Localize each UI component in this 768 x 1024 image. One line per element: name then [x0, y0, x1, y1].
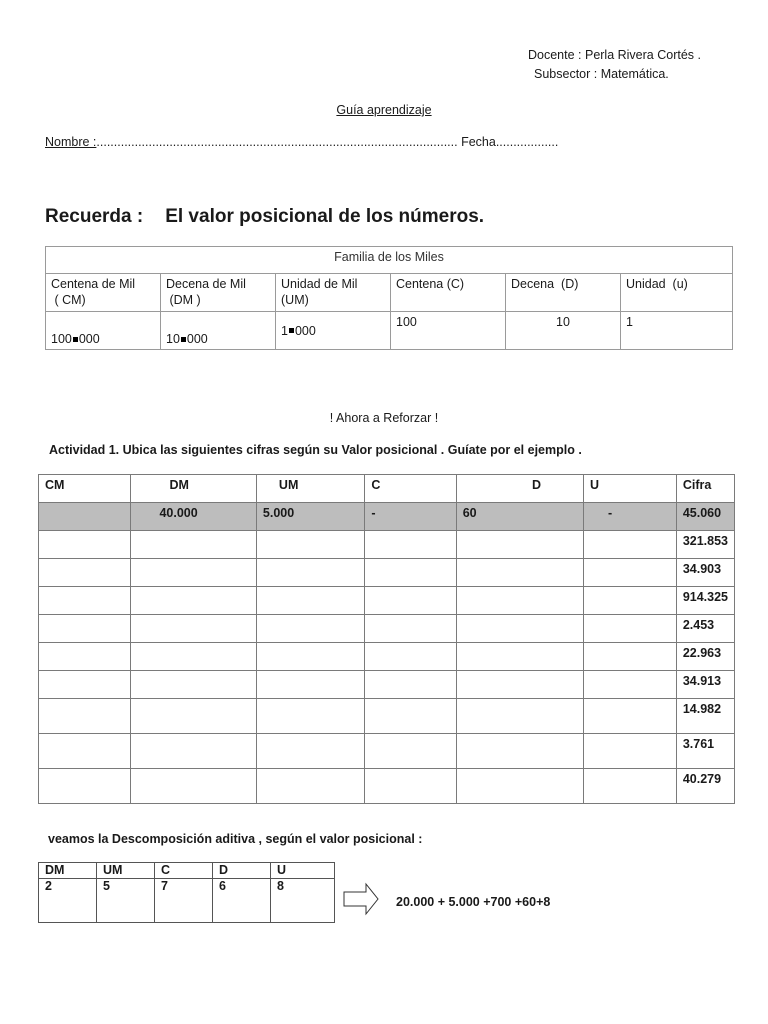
- cell-u: -: [584, 503, 677, 531]
- cell-dm[interactable]: [131, 587, 256, 615]
- table-row: [39, 587, 735, 615]
- cell-d[interactable]: [456, 559, 583, 587]
- value-unidad: 1: [621, 312, 733, 350]
- header-u: U: [584, 475, 677, 503]
- header-d: D: [213, 863, 271, 879]
- cell-cm[interactable]: [39, 671, 131, 699]
- cell-cm[interactable]: [39, 699, 131, 734]
- table-row: [39, 734, 735, 769]
- cell-dm[interactable]: [131, 734, 256, 769]
- cell-um[interactable]: [256, 615, 364, 643]
- guide-title: Guía aprendizaje: [336, 103, 432, 117]
- table-row: [39, 699, 735, 734]
- cell-cm[interactable]: [39, 615, 131, 643]
- cell-dm[interactable]: [131, 615, 256, 643]
- cell-dm[interactable]: [131, 559, 256, 587]
- place-value-table: [45, 246, 733, 350]
- remember-title: El valor posicional de los números.: [165, 206, 485, 227]
- header-unidad-mil: Unidad de Mil (UM): [276, 274, 391, 312]
- cell-dm: 40.000: [131, 503, 256, 531]
- value-c: 7: [155, 879, 213, 923]
- decomposition-table: [38, 862, 335, 923]
- subsector-label: Subsector : Matemática.: [534, 67, 669, 81]
- value-um: 5: [97, 879, 155, 923]
- header-c: C: [155, 863, 213, 879]
- cell-u[interactable]: [584, 699, 677, 734]
- table-row: [39, 615, 735, 643]
- cell-dm[interactable]: [131, 531, 256, 559]
- cell-cm[interactable]: [39, 769, 131, 804]
- remember-label: Recuerda :: [45, 206, 144, 227]
- name-field[interactable]: ........................................................................................................: [96, 135, 458, 149]
- cell-cifra: 3.761: [676, 734, 734, 769]
- cell-c[interactable]: [365, 559, 456, 587]
- cell-c[interactable]: [365, 671, 456, 699]
- cell-d[interactable]: [456, 531, 583, 559]
- cell-u[interactable]: [584, 734, 677, 769]
- cell-cifra: 14.982: [676, 699, 734, 734]
- cell-d[interactable]: [456, 769, 583, 804]
- value-centena-mil: 100 000: [46, 312, 161, 350]
- cell-d[interactable]: [456, 615, 583, 643]
- date-label: Fecha: [461, 135, 496, 149]
- cell-cm[interactable]: [39, 587, 131, 615]
- cell-um[interactable]: [256, 671, 364, 699]
- cell-um[interactable]: [256, 531, 364, 559]
- cell-c[interactable]: [365, 531, 456, 559]
- cell-u[interactable]: [584, 615, 677, 643]
- value-d: 6: [213, 879, 271, 923]
- cell-u[interactable]: [584, 643, 677, 671]
- cell-c[interactable]: [365, 615, 456, 643]
- activity-table: [38, 474, 735, 804]
- right-arrow-icon: [342, 882, 380, 916]
- value-dm: 2: [39, 879, 97, 923]
- cell-c: -: [365, 503, 456, 531]
- cell-u[interactable]: [584, 671, 677, 699]
- cell-cifra: 2.453: [676, 615, 734, 643]
- header-dm: DM: [39, 863, 97, 879]
- cell-cm[interactable]: [39, 734, 131, 769]
- cell-cm[interactable]: [39, 643, 131, 671]
- cell-dm[interactable]: [131, 671, 256, 699]
- cell-c[interactable]: [365, 769, 456, 804]
- cell-c[interactable]: [365, 699, 456, 734]
- table-row: [39, 671, 735, 699]
- header-decena-mil: Decena de Mil (DM ): [161, 274, 276, 312]
- cell-cifra: 34.913: [676, 671, 734, 699]
- cell-um[interactable]: [256, 643, 364, 671]
- activity-1-instructions: Actividad 1. Ubica las siguientes cifras según su Valor posicional . Guíate por el ejemplo .: [49, 443, 582, 457]
- cell-d[interactable]: [456, 734, 583, 769]
- cell-um[interactable]: [256, 587, 364, 615]
- header-um: UM: [256, 475, 364, 503]
- cell-um: 5.000: [256, 503, 364, 531]
- table-row: [39, 559, 735, 587]
- cell-u[interactable]: [584, 769, 677, 804]
- cell-c[interactable]: [365, 643, 456, 671]
- header-c: C: [365, 475, 456, 503]
- date-field[interactable]: ..................: [495, 135, 559, 149]
- separator-mark: [289, 328, 294, 333]
- value-decena-mil: 10 000: [161, 312, 276, 350]
- header-cifra: Cifra: [676, 475, 734, 503]
- cell-dm[interactable]: [131, 699, 256, 734]
- separator-mark: [73, 337, 78, 342]
- cell-cm: [39, 503, 131, 531]
- cell-cifra: 34.903: [676, 559, 734, 587]
- cell-cifra: 914.325: [676, 587, 734, 615]
- decomposition-formula: 20.000 + 5.000 +700 +60+8: [396, 895, 551, 909]
- reinforce-heading: ! Ahora a Reforzar !: [329, 411, 439, 425]
- cell-u[interactable]: [584, 531, 677, 559]
- header-u: U: [271, 863, 335, 879]
- cell-dm[interactable]: [131, 769, 256, 804]
- cell-dm[interactable]: [131, 643, 256, 671]
- header-decena: Decena (D): [506, 274, 621, 312]
- cell-um[interactable]: [256, 769, 364, 804]
- example-row: [39, 503, 735, 531]
- header-cm: CM: [39, 475, 131, 503]
- decomposition-heading: veamos la Descomposición aditiva , según el valor posicional :: [48, 832, 423, 846]
- value-decena: 10: [506, 312, 621, 350]
- cell-cifra: 22.963: [676, 643, 734, 671]
- name-date-line: [45, 135, 558, 149]
- cell-d[interactable]: [456, 671, 583, 699]
- cell-c[interactable]: [365, 587, 456, 615]
- cell-cm[interactable]: [39, 559, 131, 587]
- header-d: D: [456, 475, 583, 503]
- cell-d[interactable]: [456, 587, 583, 615]
- table-row: [39, 769, 735, 804]
- cell-cm[interactable]: [39, 531, 131, 559]
- cell-um[interactable]: [256, 699, 364, 734]
- header-centena: Centena (C): [391, 274, 506, 312]
- value-u: 8: [271, 879, 335, 923]
- cell-cifra: 40.279: [676, 769, 734, 804]
- cell-cifra: 45.060: [676, 503, 734, 531]
- docente-label: Docente : Perla Rivera Cortés .: [528, 48, 701, 62]
- cell-d[interactable]: [456, 643, 583, 671]
- cell-d[interactable]: [456, 699, 583, 734]
- cell-d: 60: [456, 503, 583, 531]
- remember-heading: [45, 206, 484, 228]
- cell-c[interactable]: [365, 734, 456, 769]
- header-unidad: Unidad (u): [621, 274, 733, 312]
- separator-mark: [181, 337, 186, 342]
- header-dm: DM: [131, 475, 256, 503]
- cell-cifra: 321.853: [676, 531, 734, 559]
- value-unidad-mil: 1 000: [276, 312, 391, 350]
- header-centena-mil: Centena de Mil ( CM): [46, 274, 161, 312]
- family-header: Familia de los Miles: [46, 247, 733, 274]
- table-row: [39, 643, 735, 671]
- cell-um[interactable]: [256, 734, 364, 769]
- cell-um[interactable]: [256, 559, 364, 587]
- cell-u[interactable]: [584, 559, 677, 587]
- value-centena: 100: [391, 312, 506, 350]
- name-label: Nombre :: [45, 135, 97, 149]
- table-row: [39, 531, 735, 559]
- header-um: UM: [97, 863, 155, 879]
- cell-u[interactable]: [584, 587, 677, 615]
